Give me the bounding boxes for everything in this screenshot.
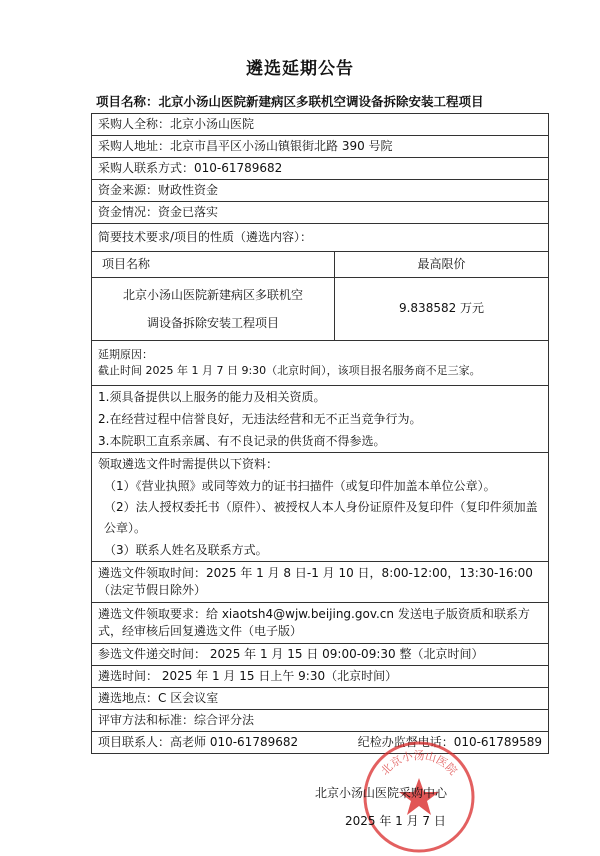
item-price-cell: 9.838582 万元 <box>335 278 549 341</box>
fund-source-row: 资金来源：财政性资金 <box>92 180 549 202</box>
item-header-price: 最高限价 <box>335 252 549 278</box>
project-name-line <box>96 92 484 110</box>
submit-time-row: 参选文件递交时间： 2025 年 1 月 15 日 09:00-09:30 整（北京时间） <box>92 644 549 666</box>
selection-time-row: 遴选时间： 2025 年 1 月 15 日上午 9:30（北京时间） <box>92 666 549 688</box>
documents-label: 领取遴选文件时需提供以下资料： <box>98 457 279 471</box>
purchaser-name-row: 采购人全称：北京小汤山医院 <box>92 114 549 136</box>
fund-status-row: 资金情况：资金已落实 <box>92 202 549 224</box>
delay-reason: 截止时间 2025 年 1 月 7 日 9:30（北京时间），该项目报名服务商不足三家。 <box>98 364 481 377</box>
purchaser-contact-row: 采购人联系方式：010-61789682 <box>92 158 549 180</box>
item-name-line-1: 北京小汤山医院新建病区多联机空 <box>122 288 303 302</box>
tech-requirements-row: 简要技术要求/项目的性质（遴选内容）： <box>92 224 549 252</box>
signature-org: 北京小汤山医院采购中心 <box>315 786 448 800</box>
pickup-method-row: 遴选文件领取要求：给 xiaotsh4@wjw.beijing.gov.cn 发送电子版资质和联系方式，经审核后回复遴选文件（电子版） <box>92 603 549 644</box>
qualification-item: 3.本院职工直系亲属、有不良记录的供货商不得参选。 <box>98 434 386 448</box>
page-title: 遴选延期公告 <box>246 59 354 79</box>
project-value: 北京小汤山医院新建病区多联机空调设备拆除安装工程项目 <box>158 94 484 109</box>
project-label: 项目名称： <box>96 94 159 109</box>
qualifications-row <box>92 386 549 453</box>
location-row: 遴选地点：C 区会议室 <box>92 688 549 710</box>
qualification-item: 1.须具备提供以上服务的能力及相关资质。 <box>98 390 326 404</box>
item-name-cell <box>92 278 335 341</box>
signature-date: 2025 年 1 月 7 日 <box>345 814 446 828</box>
delay-label: 延期原因： <box>98 348 153 362</box>
purchaser-address-row: 采购人地址：北京市昌平区小汤山镇银街北路 390 号院 <box>92 136 549 158</box>
evaluation-row: 评审方法和标准：综合评分法 <box>92 710 549 732</box>
documents-row <box>92 453 549 562</box>
delay-reason-row <box>92 341 549 386</box>
qualification-item: 2.在经营过程中信誉良好，无违法经营和无不正当竞争行为。 <box>98 412 422 426</box>
pickup-time-row: 遴选文件领取时间：2025 年 1 月 8 日-1 月 10 日，8:00-12:00，13:30-16:00（法定节假日除外） <box>92 562 549 603</box>
supervision-cell: 纪检办监督电话：010-61789589 <box>335 732 549 754</box>
item-name-line-2: 调设备拆除安装工程项目 <box>146 316 279 330</box>
announcement-table <box>91 113 549 754</box>
document-item: （2）法人授权委托书（原件）、被授权人本人身份证原件及复印件（复印件须加盖公章）。 <box>104 500 538 535</box>
contact-cell: 项目联系人：高老师 010-61789682 <box>92 732 335 754</box>
document-item: （1）《营业执照》或同等效力的证书扫描件（或复印件加盖本单位公章）。 <box>104 479 496 493</box>
seal-text: 北京小汤山医院 <box>378 748 460 778</box>
item-header-name: 项目名称 <box>92 252 335 278</box>
document-item: （3）联系人姓名及联系方式。 <box>104 543 268 557</box>
